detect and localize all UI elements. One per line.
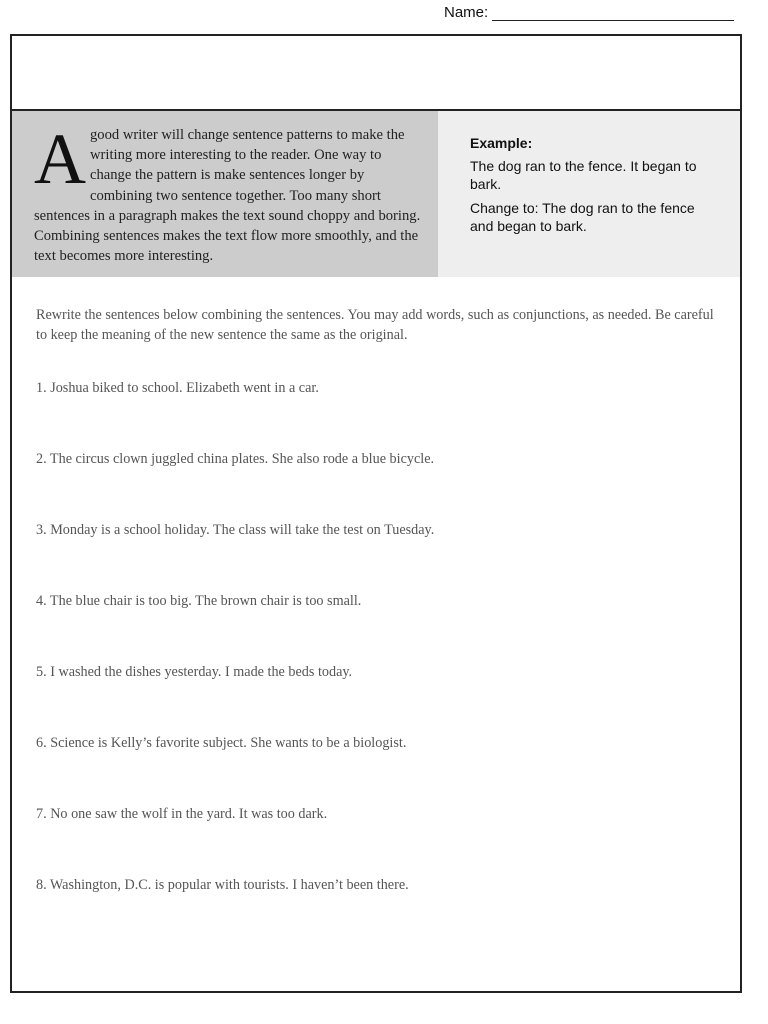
question-item: 7. No one saw the wolf in the yard. It was too dark. [36,806,328,822]
question-item: 4. The blue chair is too big. The brown chair is too small. [36,593,362,609]
question-item: 8. Washington, D.C. is popular with tourists. I haven’t been there. [36,877,409,893]
question-item: 2. The circus clown juggled china plates. She also rode a blue bicycle. [36,451,435,467]
name-field [444,4,734,21]
question-item: 1. Joshua biked to school. Elizabeth went in a car. [36,380,319,396]
example-title: Example: [470,135,533,151]
title-box [12,36,740,111]
example-panel [438,111,740,277]
instructions: Rewrite the sentences below combining the sentences. You may add words, such as conjunctions, as needed. Be careful to keep the meaning of the new sentence the same as the original. [36,307,714,343]
worksheet-frame [10,34,742,993]
intro-dropcap: A [34,119,86,199]
exercise-section [12,277,740,933]
question-item: 6. Science is Kelly’s favorite subject. She wants to be a biologist. [36,735,407,751]
example-original: The dog ran to the fence. It began to bark. [470,158,697,192]
example-changed: Change to: The dog ran to the fence and began to bark. [470,200,695,234]
question-item: 5. I washed the dishes yesterday. I made the beds today. [36,664,353,680]
name-blank-line[interactable] [492,6,734,21]
intro-panel [12,111,438,277]
question-item: 3. Monday is a school holiday. The class will take the test on Tuesday. [36,522,435,538]
intro-text: good writer will change sentence patterns to make the writing more interesting to the reader. One way to change the pattern is make sentences longer by combining two sentence together. Too many short sentences in a paragraph makes the text sound choppy and boring. Combining sentences makes the text flow more smoothly, and the text becomes more interesting. [34,127,421,265]
name-label: Name: [444,4,489,21]
